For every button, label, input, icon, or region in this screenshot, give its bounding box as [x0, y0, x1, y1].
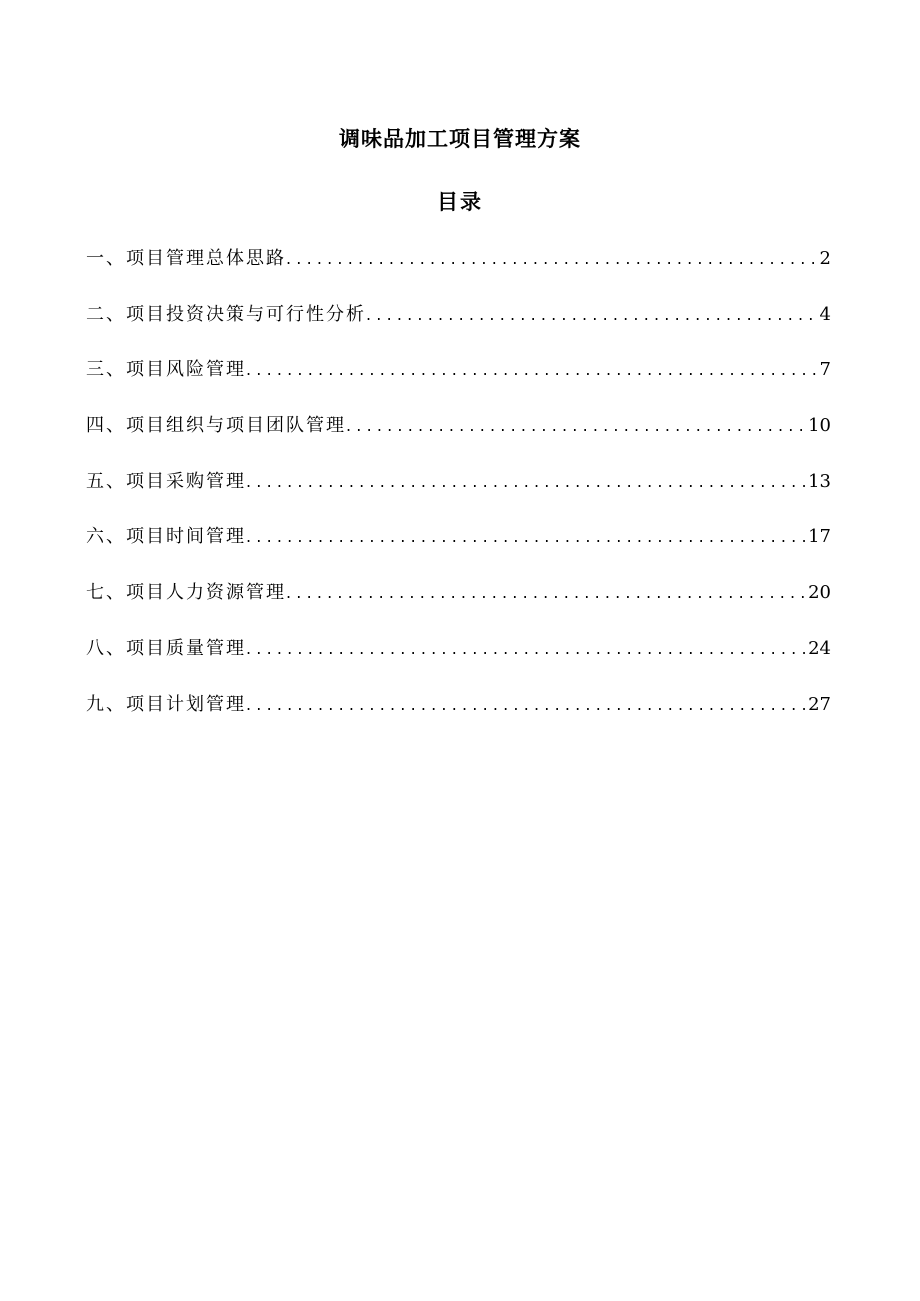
toc-entry[interactable]: [86, 578, 831, 634]
toc-leader-dots: [286, 244, 818, 274]
toc-entry[interactable]: [86, 300, 831, 356]
toc-entry[interactable]: [86, 467, 831, 523]
toc-leader-dots: [246, 634, 806, 664]
toc-entry-label: 五、项目采购管理: [86, 470, 246, 492]
toc-leader-dots: [346, 411, 806, 441]
toc-leader-dots: [246, 355, 818, 385]
toc-entry-page: 17: [808, 526, 831, 548]
toc-entry[interactable]: [86, 411, 831, 467]
toc-entry-page: 24: [808, 637, 831, 659]
toc-entry-label: 三、项目风险管理: [86, 359, 246, 381]
toc-leader-dots: [286, 578, 806, 608]
toc-entry-label: 九、项目计划管理: [86, 693, 246, 715]
toc-entry[interactable]: [86, 522, 831, 578]
toc-entry-label: 四、项目组织与项目团队管理: [86, 415, 346, 437]
toc-entry-label: 七、项目人力资源管理: [86, 582, 286, 604]
toc-entry-page: 20: [808, 582, 831, 604]
toc-entry-label: 一、项目管理总体思路: [86, 248, 286, 269]
toc-entry-label: 六、项目时间管理: [86, 526, 246, 548]
toc-entry-label: 二、项目投资决策与可行性分析: [86, 303, 366, 325]
toc-entry-page: 10: [808, 415, 831, 437]
toc-entry-page: 2: [819, 248, 831, 269]
toc-entry-page: 7: [819, 359, 831, 381]
toc-leader-dots: [246, 690, 806, 720]
document-title: 调味品加工项目管理方案: [339, 127, 581, 151]
toc-entry-page: 13: [808, 470, 831, 492]
table-of-contents: [86, 244, 831, 745]
toc-heading: 目录: [437, 190, 483, 214]
toc-entry-page: 27: [808, 693, 831, 715]
toc-entry-page: 4: [819, 303, 831, 325]
toc-leader-dots: [366, 300, 818, 330]
toc-leader-dots: [246, 467, 806, 497]
toc-entry[interactable]: [86, 634, 831, 690]
toc-entry[interactable]: [86, 355, 831, 411]
toc-entry[interactable]: [86, 690, 831, 746]
toc-leader-dots: [246, 522, 806, 552]
toc-entry-label: 八、项目质量管理: [86, 637, 246, 659]
toc-entry[interactable]: [86, 244, 831, 300]
